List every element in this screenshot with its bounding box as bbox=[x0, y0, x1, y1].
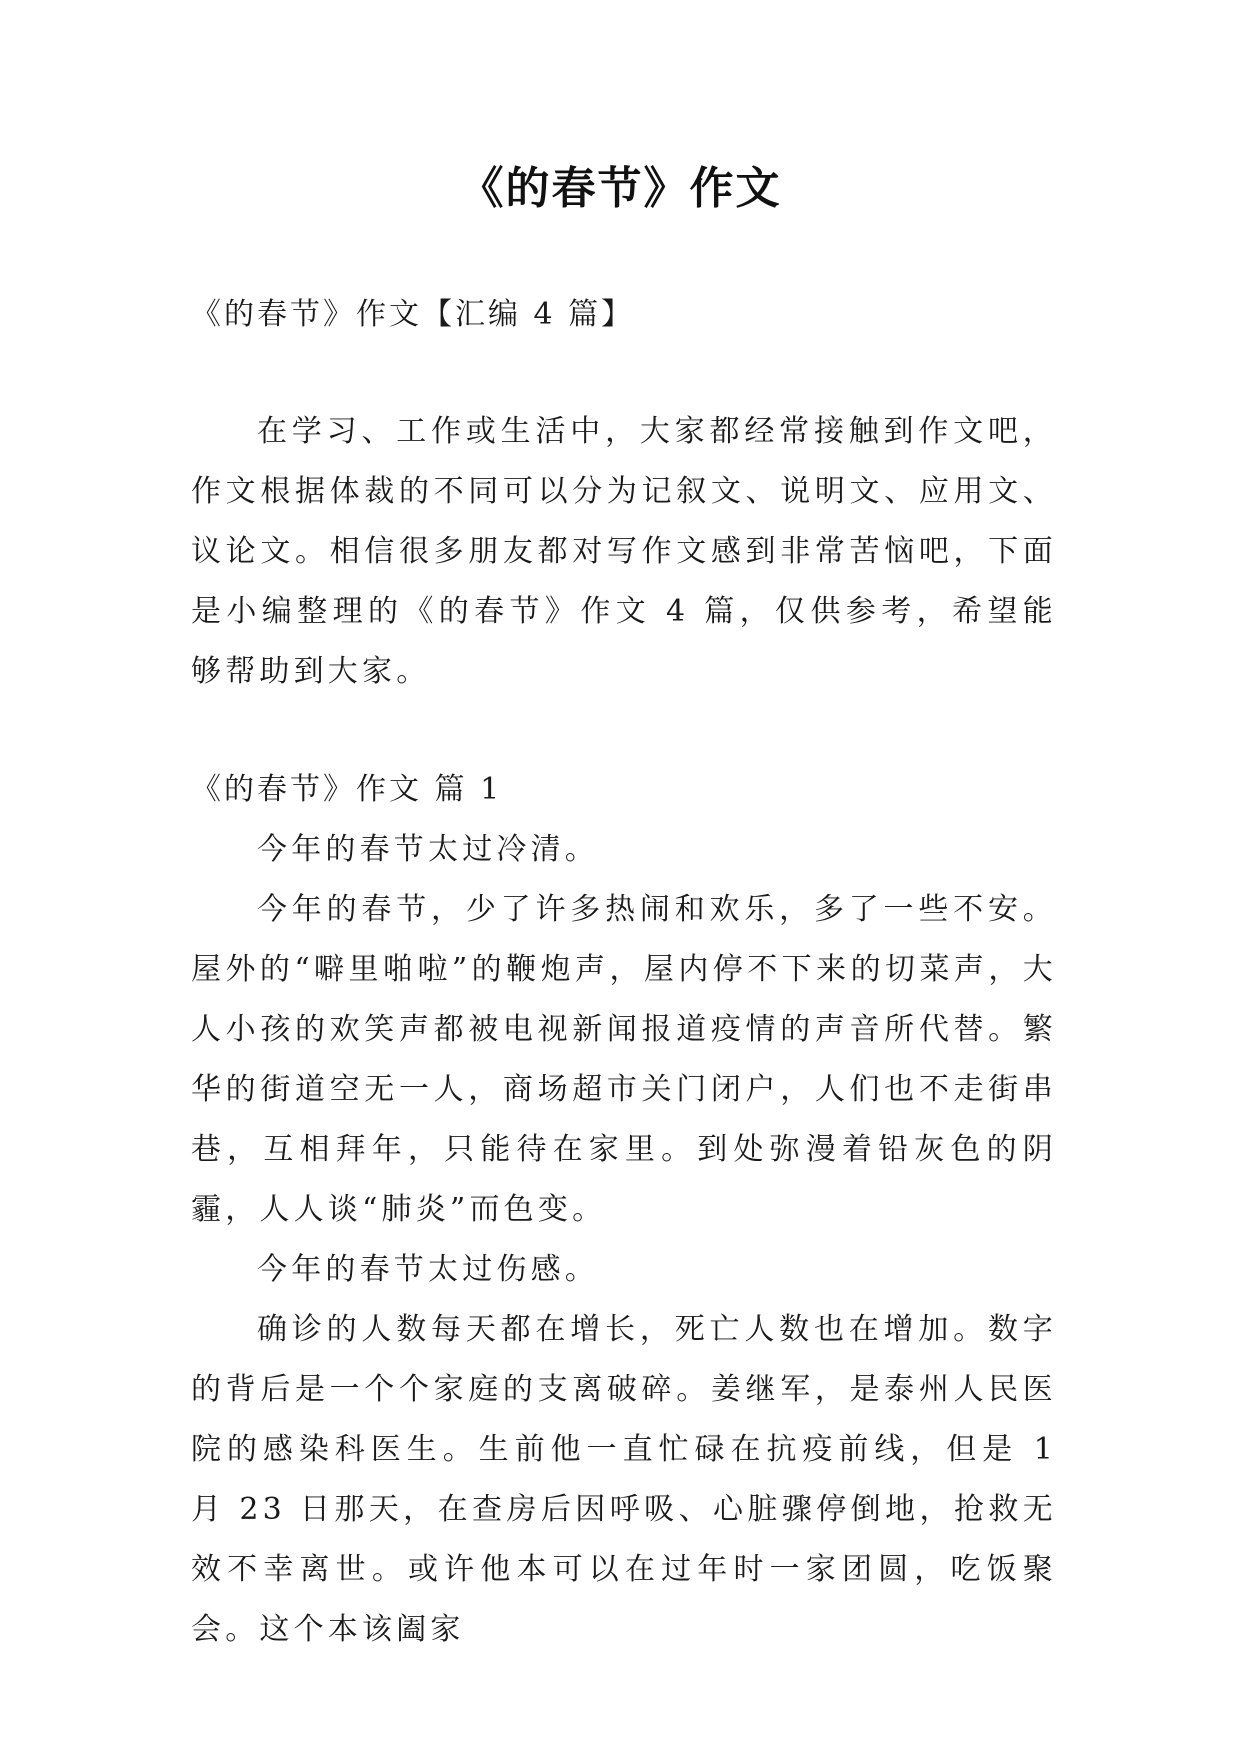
essay-body bbox=[191, 820, 1057, 1660]
essay-paragraph: 确诊的人数每天都在增长，死亡人数也在增加。数字的背后是一个个家庭的支离破碎。姜继军，是泰州人民医院的感染科医生。生前他一直忙碌在抗疫前线，但是 1 月 23 日那天，在查房后因呼吸、心脏骤停倒地，抢救无效不幸离世。或许他本可以在过年时一家团圆，吃饭聚会。这个本该阖家 bbox=[191, 1312, 1057, 1647]
essay-paragraph: 今年的春节太过伤感。 bbox=[257, 1252, 599, 1287]
document-subtitle: 《的春节》作文【汇编 4 篇】 bbox=[191, 297, 635, 332]
intro-paragraph: 在学习、工作或生活中，大家都经常接触到作文吧，作文根据体裁的不同可以分为记叙文、说明文、应用文、议论文。相信很多朋友都对写作文感到非常苦恼吧，下面是小编整理的《的春节》作文 4 篇，仅供参考，希望能够帮助到大家。 bbox=[191, 414, 1057, 689]
essay-paragraph: 今年的春节太过冷清。 bbox=[257, 832, 599, 867]
document-title: 《的春节》作文 bbox=[459, 163, 782, 214]
section-heading: 《的春节》作文 篇 1 bbox=[191, 772, 503, 807]
essay-paragraph: 今年的春节，少了许多热闹和欢乐，多了一些不安。屋外的“噼里啪啦”的鞭炮声，屋内停不下来的切菜声，大人小孩的欢笑声都被电视新闻报道疫情的声音所代替。繁华的街道空无一人，商场超市关门闭户，人们也不走街串巷，互相拜年，只能待在家里。到处弥漫着铅灰色的阴霾，人人谈“肺炎”而色变。 bbox=[191, 892, 1057, 1227]
